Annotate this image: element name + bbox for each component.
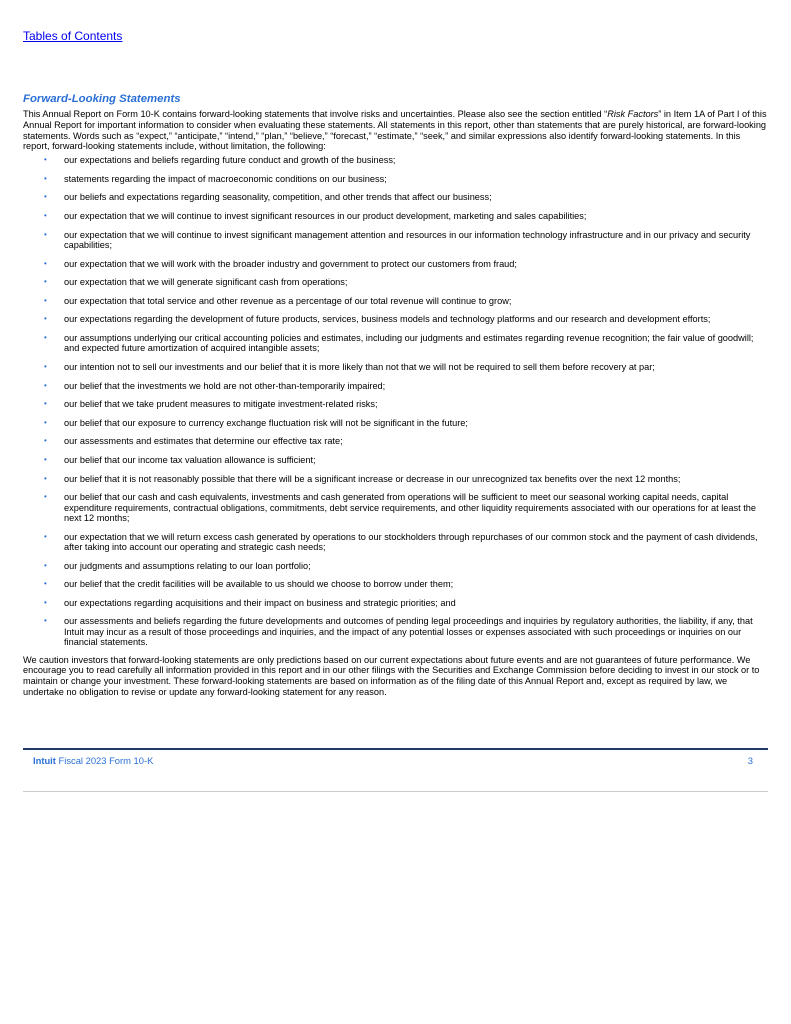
list-item [23, 314, 769, 324]
footer-document: Fiscal 2023 Form 10-K [55, 755, 154, 766]
bullet-icon: • [44, 332, 47, 342]
bullet-icon: • [44, 192, 47, 202]
list-item [23, 230, 769, 251]
closing-paragraph: We caution investors that forward-looking statements are only predictions based on our current expectations about future events and are not guarantees of future performance. We encourage you to read carefully all information provided in this report and in our other filings with the Securities and Exchange Commission before deciding to invest in our stock or to maintain or change your investment. These forward-looking statements are based on information as of the filing date of this Annual Report and, except as required by law, we undertake no obligation to revise or update any forward-looking statement for any reason. [23, 654, 760, 698]
list-item-text: our assessments and beliefs regarding the future developments and outcomes of pending legal proceedings and inquiries by regulatory authorities, the liability, if any, that Intuit may incur as a result of those proceedings and inquiries, and the impact of any potential losses or expenses associated with such proceedings or inquiries on our financial statements. [64, 616, 753, 648]
bullet-icon: • [44, 616, 47, 626]
list-item-text: our expectation that we will continue to invest significant management attention and resources in our information technology infrastructure and in our privacy and security capabilities; [64, 229, 751, 250]
list-item [23, 492, 769, 523]
list-item [23, 381, 769, 391]
bullet-icon: • [44, 380, 47, 390]
list-item [23, 211, 769, 221]
list-item [23, 155, 769, 165]
list-item-text: our judgments and assumptions relating to our loan portfolio; [64, 560, 311, 571]
bullet-icon: • [44, 399, 47, 409]
bullet-icon: • [44, 597, 47, 607]
list-item [23, 399, 769, 409]
list-item-text: our expectations regarding acquisitions and their impact on business and strategic priorities; and [64, 597, 456, 608]
list-item [23, 598, 769, 608]
list-item-text: our belief that we take prudent measures to mitigate investment-related risks; [64, 399, 378, 410]
list-item [23, 616, 769, 647]
bullet-icon: • [44, 314, 47, 324]
bullet-icon: • [44, 173, 47, 183]
list-item-text: our belief that our cash and cash equivalents, investments and cash generated from operations will be sufficient to meet our seasonal working capital needs, capital expenditure requirements, contractual obligations, commitments, debt service requirements, and other liquidity requirements associated with our operations for at least the next 12 months; [64, 492, 756, 523]
list-item [23, 455, 769, 465]
intro-paragraph [23, 109, 769, 152]
list-item-text: our expectation that total service and other revenue as a percentage of our total revenue will continue to grow; [64, 295, 512, 306]
page-footer [33, 755, 753, 766]
bullet-icon: • [44, 492, 47, 502]
list-item-text: our assessments and estimates that determine our effective tax rate; [64, 436, 343, 447]
bullet-icon: • [44, 436, 47, 446]
list-item [23, 532, 769, 553]
page-number: 3 [747, 755, 753, 766]
section-title: Forward-Looking Statements [23, 93, 181, 105]
intro-text-end: ” in Item 1A of Part I of this Annual Report for important information to consider when evaluating these statements. All statements in this report, other than statements that are purely historical, are forward-looking statements. Words such as “expect,” “anticipate,” “intend,” “plan,” “believe,” “forecast,” “estimate,” “seek,” and similar expressions also identify forward-looking statements. In this report, forward-looking statements include, without limitation, the following: [23, 109, 767, 152]
list-item-text: our expectations regarding the development of future products, services, business models and technology platforms and our research and development efforts; [64, 314, 711, 325]
list-item [23, 579, 769, 589]
list-item-text: our belief that the credit facilities will be available to us should we choose to borrow under them; [64, 579, 454, 590]
list-item [23, 174, 769, 184]
bullet-icon: • [44, 531, 47, 541]
footer-divider [23, 748, 768, 750]
bullet-icon: • [44, 454, 47, 464]
list-item-text: our belief that the investments we hold are not other-than-temporarily impaired; [64, 380, 386, 391]
list-item-text: our expectation that we will work with the broader industry and government to protect our customers from fraud; [64, 258, 517, 269]
bullet-icon: • [44, 229, 47, 239]
bullet-icon: • [44, 277, 47, 287]
list-item-text: our belief that it is not reasonably possible that there will be a significant increase or decrease in our unrecognized tax benefits over the next 12 months; [64, 473, 681, 484]
list-item [23, 277, 769, 287]
list-item-text: our expectations and beliefs regarding future conduct and growth of the business; [64, 155, 396, 166]
list-item-text: our assumptions underlying our critical accounting policies and estimates, including our judgments and estimates regarding revenue recognition; the fair value of goodwill; and expected future amortization of acquired intangible assets; [64, 332, 754, 354]
bullet-icon: • [44, 295, 47, 305]
list-item [23, 474, 769, 484]
intro-text-start: This Annual Report on Form 10-K contains forward-looking statements that involve risks and uncertainties. Please also see the section entitled “ [23, 109, 608, 119]
document-body [23, 92, 769, 698]
list-item-text: our belief that our income tax valuation allowance is sufficient; [64, 454, 316, 465]
bullet-icon: • [44, 473, 47, 483]
bullet-icon: • [44, 155, 47, 165]
list-item [23, 436, 769, 446]
page-divider [23, 791, 768, 792]
forward-looking-list [23, 155, 769, 647]
tables-of-contents-link[interactable]: Tables of Contents [23, 29, 123, 43]
bullet-icon: • [44, 579, 47, 589]
list-item-text: our expectation that we will return excess cash generated by operations to our stockholders through repurchases of our common stock and the payment of cash dividends, after taking into account our operating and strategic cash needs; [64, 531, 758, 552]
list-item [23, 362, 769, 372]
list-item [23, 561, 769, 571]
list-item-text: our expectation that we will generate significant cash from operations; [64, 277, 348, 288]
risk-factors-reference: Risk Factors [607, 109, 659, 119]
bullet-icon: • [44, 258, 47, 268]
bullet-icon: • [44, 417, 47, 427]
list-item [23, 418, 769, 428]
list-item [23, 192, 769, 202]
footer-company: Intuit [33, 755, 56, 766]
list-item [23, 259, 769, 269]
bullet-icon: • [44, 210, 47, 220]
list-item [23, 333, 769, 354]
list-item-text: our beliefs and expectations regarding seasonality, competition, and other trends that affect our business; [64, 192, 492, 203]
list-item [23, 296, 769, 306]
list-item-text: statements regarding the impact of macroeconomic conditions on our business; [64, 173, 387, 184]
bullet-icon: • [44, 560, 47, 570]
list-item-text: our intention not to sell our investments and our belief that it is more likely than not that we will not be required to sell them before recovery at par; [64, 361, 655, 372]
bullet-icon: • [44, 361, 47, 371]
list-item-text: our expectation that we will continue to invest significant resources in our product development, marketing and sales capabilities; [64, 210, 587, 221]
list-item-text: our belief that our exposure to currency exchange fluctuation risk will not be significant in the future; [64, 417, 468, 428]
